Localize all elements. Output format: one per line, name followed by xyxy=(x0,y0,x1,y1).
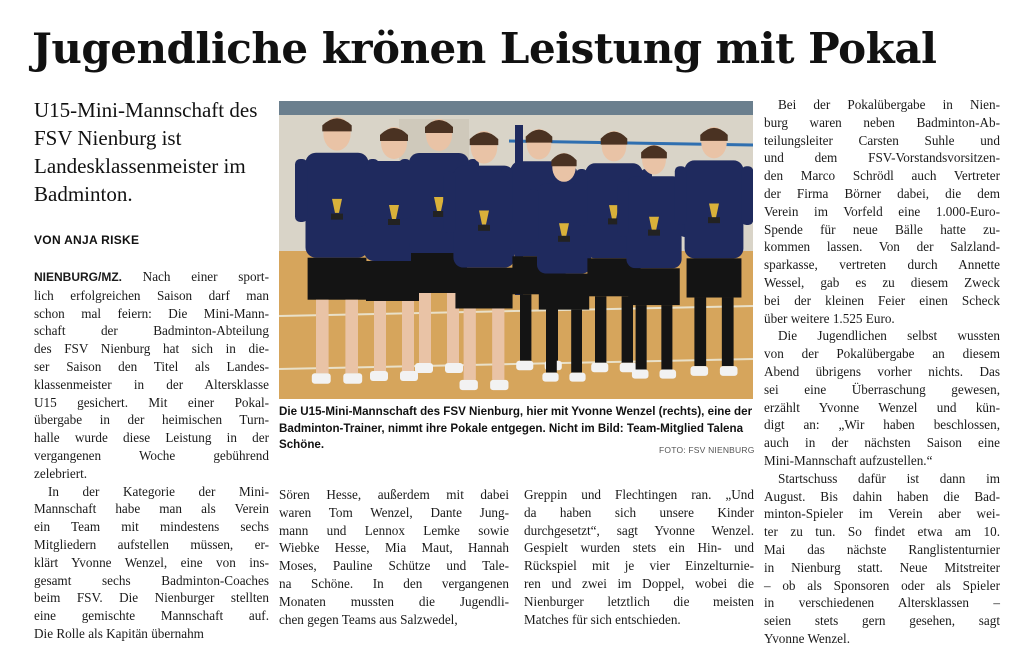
text-line: Bei der Pokalübergabe in Nien- xyxy=(778,97,1000,112)
text-line: zelebriert. xyxy=(34,465,88,481)
text-line: Wiebke Hesse, Mia Maut, Hannah xyxy=(279,540,509,556)
text-line: – ob als Sponsoren oder als Spieler xyxy=(764,577,1000,593)
text-line: teilungsleiter Carsten Suhle und xyxy=(764,132,1000,148)
text-line: da haben sich unsere Kinder xyxy=(524,504,754,520)
text-line: Mannschaft habe man als Verein xyxy=(34,501,269,517)
text-line: übergabe in der heimischen Turn- xyxy=(34,412,269,428)
text-line: Nienburger letztlich die meisten xyxy=(524,593,754,609)
text-line: Die Rolle als Kapitän übernahm xyxy=(34,625,204,641)
column-1 xyxy=(34,268,269,643)
text-line: ser Saison den Titel als Landes- xyxy=(34,358,269,374)
text-line: durchgesetzt“, sagt Yvonne Wenzel. xyxy=(524,522,754,538)
text-line: halle wurde diese Leistung in der xyxy=(34,430,269,446)
text-line: ein Team mit mindestens sechs xyxy=(34,519,269,535)
text-line: Mai das nächste Ranglistenturnier xyxy=(764,541,1000,557)
team-photo xyxy=(279,101,753,399)
text-line: schaft der Badminton-Abteilung xyxy=(34,323,269,339)
text-line: kommen lassen. Von der Salzland- xyxy=(764,239,1000,255)
text-line: klärt Yvonne Wenzel, eine von ins- xyxy=(34,554,269,570)
paragraph-5 xyxy=(764,96,1000,327)
text-line: U15 gesichert. Mit einer Pokal- xyxy=(34,394,269,410)
text-line: August. Bis dahin haben die Bad- xyxy=(764,488,1000,504)
text-line: vergangenen Woche gebührend xyxy=(34,447,269,463)
paragraph-6 xyxy=(764,327,1000,469)
text-line: Rückspiel mit je vier Einzelturnie- xyxy=(524,558,754,574)
text-line: den Marco Schrödl auch Vertreter xyxy=(764,168,1000,184)
text-line: In der Kategorie der Mini- xyxy=(48,483,269,499)
text-line: Abend übrigens vorher nichts. Das xyxy=(764,363,1000,379)
text-line: des FSV Nienburg hat sich in die- xyxy=(34,341,269,357)
text-line: sei eine Überraschung gewesen, xyxy=(764,381,1000,397)
paragraph-4 xyxy=(524,486,754,628)
text-line: Die Jugendlichen selbst wussten xyxy=(778,328,1000,344)
text-line: erzählt Yvonne Wenzel und kün- xyxy=(764,399,1000,415)
text-line: mann und Lennox Lemke sowie xyxy=(279,522,509,538)
text-line: Mitgliedern aufstellen müssen, er- xyxy=(34,536,269,552)
text-line: eine gemischte Mannschaft auf. xyxy=(34,608,269,624)
photo-caption: Die U15-Mini-Mannschaft des FSV Nienburg, hier mit Yvonne Wenzel (rechts), eine der Badminton-Trainer, nimmt ihre Pokale entgegen. Nicht im Bild: Team-Mitglied Talena Schöne. xyxy=(279,405,753,451)
column-4 xyxy=(764,96,1000,648)
text-line: seien stets gern gesehen, sagt xyxy=(764,613,1000,629)
text-line: digt an: „Wir haben beschlossen, xyxy=(764,417,1000,433)
text-line: Greppin und Flechtingen ran. „Und xyxy=(524,487,754,502)
text-line: bei der kleinen Feier einen Scheck xyxy=(764,292,1000,308)
text-line: in Nienburg statt. Neue Mitstreiter xyxy=(764,559,1000,575)
text-line: ter zu tun. So findet etwa am 10. xyxy=(764,524,1000,540)
text-line: Mini-Mannschaft aufzustellen.“ xyxy=(764,452,933,468)
text-line: klassenmeister in der Altersklasse xyxy=(34,376,269,392)
dateline: NIENBURG/MZ. xyxy=(34,270,122,284)
text-line: na Schöne. In den vergangenen xyxy=(279,575,509,591)
text-line: ren und zwei im Doppel, wobei die xyxy=(524,575,754,591)
text-line: der Firma Börner dabei, die dem xyxy=(764,185,1000,201)
text-line: über weitere 1.525 Euro. xyxy=(764,310,895,326)
text-line: chen gegen Teams aus Salzwedel, xyxy=(279,611,458,627)
text-line: lich erfolgreichen Saison darf man xyxy=(34,287,269,303)
text-line: schon mal feiern: Die Mini-Mann- xyxy=(34,305,269,321)
team-photo-image xyxy=(279,101,753,399)
text-line: beim FSV. Die Nienburger stellten xyxy=(34,590,269,606)
text-line: waren Tom Wenzel, Dante Jung- xyxy=(279,504,509,520)
text-line: in verschiedenen Altersklassen – xyxy=(764,595,1000,611)
paragraph-3 xyxy=(279,486,509,628)
text-line: Verein im Vorfeld eine 1.000-Euro- xyxy=(764,203,1000,219)
text-line: sparkasse, vertreten durch Annette xyxy=(764,257,1000,273)
subheadline: U15-Mini-Mannschaft des FSV Nienburg ist Landesklassenmeister im Badminton. xyxy=(34,98,258,206)
text-line: Yvonne Wenzel. xyxy=(764,630,850,646)
text-line: Sören Hesse, außerdem mit dabei xyxy=(279,487,509,502)
text-line: von der Pokalübergabe an diesem xyxy=(764,346,1000,362)
text-line: Wessel, gab es zu diesem Zweck xyxy=(764,274,1000,290)
text-line: minton-Spieler im Verein aber wei- xyxy=(764,506,1000,522)
text-line: Gespielt wurden stets ein Hin- und xyxy=(524,540,754,556)
paragraph-7 xyxy=(764,470,1000,648)
text-line: burg waren neben Badminton-Ab- xyxy=(764,114,1000,130)
paragraph-1 xyxy=(34,268,269,483)
text-line: Spende für neue Bälle hatte zu- xyxy=(764,221,1000,237)
photo-credit: FOTO: FSV NIENBURG xyxy=(659,445,755,455)
paragraph-2 xyxy=(34,483,269,643)
text-line: und dem FSV-Vorstandsvorsitzen- xyxy=(764,150,1000,166)
column-2 xyxy=(279,486,509,628)
text-line: Startschuss dafür ist dann im xyxy=(778,470,1000,486)
headline: Jugendliche krönen Leistung mit Pokal xyxy=(32,24,937,73)
text-line: Matches für sich entschieden. xyxy=(524,611,681,627)
byline: VON ANJA RISKE xyxy=(34,233,140,247)
text-line: auch in der nächsten Saison eine xyxy=(764,435,1000,451)
text-line: gesamt sechs Badminton-Coaches xyxy=(34,572,269,588)
text-line: Monaten mussten die Jugendli- xyxy=(279,593,509,609)
text-line: NIENBURG/MZ. Nach einer sport- xyxy=(34,269,269,284)
column-3 xyxy=(524,486,754,628)
text-line: Moses, Pauline Schütze und Tale- xyxy=(279,558,509,574)
